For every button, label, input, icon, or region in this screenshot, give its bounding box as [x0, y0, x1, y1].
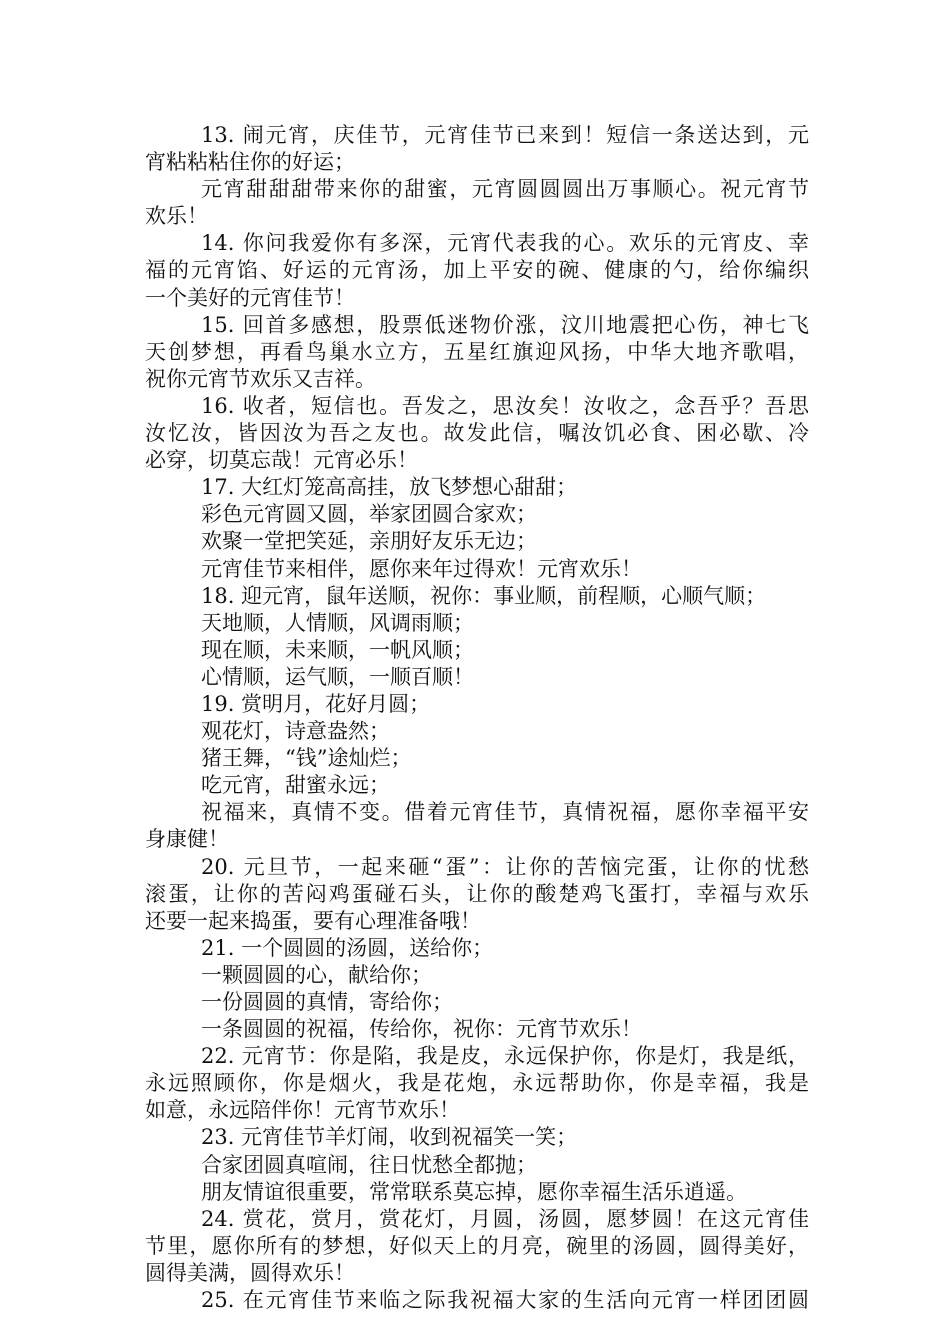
- text-line: 心情顺，运气顺，一顺百顺！: [201, 664, 474, 689]
- text-line: 元宵佳节来相伴，愿你来年过得欢！元宵欢乐！: [201, 556, 642, 581]
- text-line: 汝忆汝，皆因汝为吾之友也。故发此信，嘱汝饥必食、困必歇、冷: [145, 421, 809, 446]
- text-line: 22. 元宵节：你是陷，我是皮，永远保护你，你是灯，我是纸，: [201, 1044, 809, 1069]
- text-line: 祝你元宵节欢乐又吉祥。: [145, 366, 376, 391]
- text-line: 宵粘粘粘住你的好运；: [145, 150, 355, 175]
- text-line: 一颗圆圆的心，献给你；: [201, 962, 432, 987]
- text-line: 15. 回首多感想，股票低迷物价涨，汶川地震把心伤，神七飞: [201, 312, 809, 337]
- text-line: 福的元宵馅、好运的元宵汤，加上平安的碗、健康的勺，给你编织: [145, 258, 809, 283]
- text-line: 吃元宵，甜蜜永远；: [201, 773, 390, 798]
- text-line: 25. 在元宵佳节来临之际我祝福大家的生活向元宵一样团团圆: [201, 1288, 809, 1313]
- text-line: 19. 赏明月，花好月圆；: [201, 691, 431, 716]
- text-line: 节里，愿你所有的梦想，好似天上的月亮，碗里的汤圆，圆得美好，: [145, 1233, 809, 1258]
- text-line: 猪王舞，“钱”途灿烂；: [201, 746, 412, 771]
- text-line: 天地顺，人情顺，风调雨顺；: [201, 610, 474, 635]
- text-line: 欢乐！: [145, 204, 208, 229]
- text-line: 一个美好的元宵佳节！: [145, 285, 355, 310]
- text-line: 16. 收者，短信也。吾发之，思汝矣！汝收之，念吾乎？吾思: [201, 393, 809, 418]
- text-line: 一条圆圆的祝福，传给你，祝你：元宵节欢乐！: [201, 1017, 642, 1042]
- text-line: 观花灯，诗意盎然；: [201, 719, 390, 744]
- text-line: 现在顺，未来顺，一帆风顺；: [201, 637, 474, 662]
- text-line: 20. 元旦节，一起来砸“蛋”：让你的苦恼完蛋，让你的忧愁: [201, 854, 809, 879]
- text-line: 永远照顾你，你是烟火，我是花炮，永远帮助你，你是幸福，我是: [145, 1071, 809, 1096]
- text-line: 如意，永远陪伴你！元宵节欢乐！: [145, 1098, 460, 1123]
- text-line: 朋友情谊很重要，常常联系莫忘掉，愿你幸福生活乐逍遥。: [201, 1179, 747, 1204]
- document-body: [145, 122, 809, 1314]
- text-line: 天创梦想，再看鸟巢水立方，五星红旗迎风扬，中华大地齐歌唱，: [145, 339, 809, 364]
- text-line: 21. 一个圆圆的汤圆，送给你；: [201, 935, 494, 960]
- text-line: 身康健！: [145, 827, 229, 852]
- text-line: 23. 元宵佳节羊灯闹，收到祝福笑一笑；: [201, 1125, 578, 1150]
- text-line: 彩色元宵圆又圆，举家团圆合家欢；: [201, 502, 537, 527]
- text-line: 18. 迎元宵，鼠年送顺，祝你：事业顺，前程顺，心顺气顺；: [201, 583, 767, 608]
- text-line: 必穿，切莫忘哉！元宵必乐！: [145, 448, 418, 473]
- text-line: 元宵甜甜甜带来你的甜蜜，元宵圆圆圆出万事顺心。祝元宵节: [201, 177, 809, 202]
- text-line: 祝福来，真情不变。借着元宵佳节，真情祝福，愿你幸福平安: [201, 800, 809, 825]
- text-line: 17. 大红灯笼高高挂，放飞梦想心甜甜；: [201, 475, 578, 500]
- text-line: 合家团圆真喧闹，往日忧愁全都抛；: [201, 1152, 537, 1177]
- text-line: 圆得美满，圆得欢乐！: [145, 1260, 355, 1285]
- text-line: 滚蛋，让你的苦闷鸡蛋碰石头，让你的酸楚鸡飞蛋打，幸福与欢乐: [145, 881, 809, 906]
- text-line: 一份圆圆的真情，寄给你；: [201, 990, 453, 1014]
- text-line: 欢聚一堂把笑延，亲朋好友乐无边；: [201, 529, 537, 554]
- text-line: 24. 赏花，赏月，赏花灯，月圆，汤圆，愿梦圆！在这元宵佳: [201, 1206, 809, 1231]
- text-line: 还要一起来捣蛋，要有心理准备哦！: [145, 908, 481, 933]
- text-line: 13. 闹元宵，庆佳节，元宵佳节已来到！短信一条送达到，元: [201, 123, 809, 147]
- text-line: 14. 你问我爱你有多深，元宵代表我的心。欢乐的元宵皮、幸: [201, 231, 809, 256]
